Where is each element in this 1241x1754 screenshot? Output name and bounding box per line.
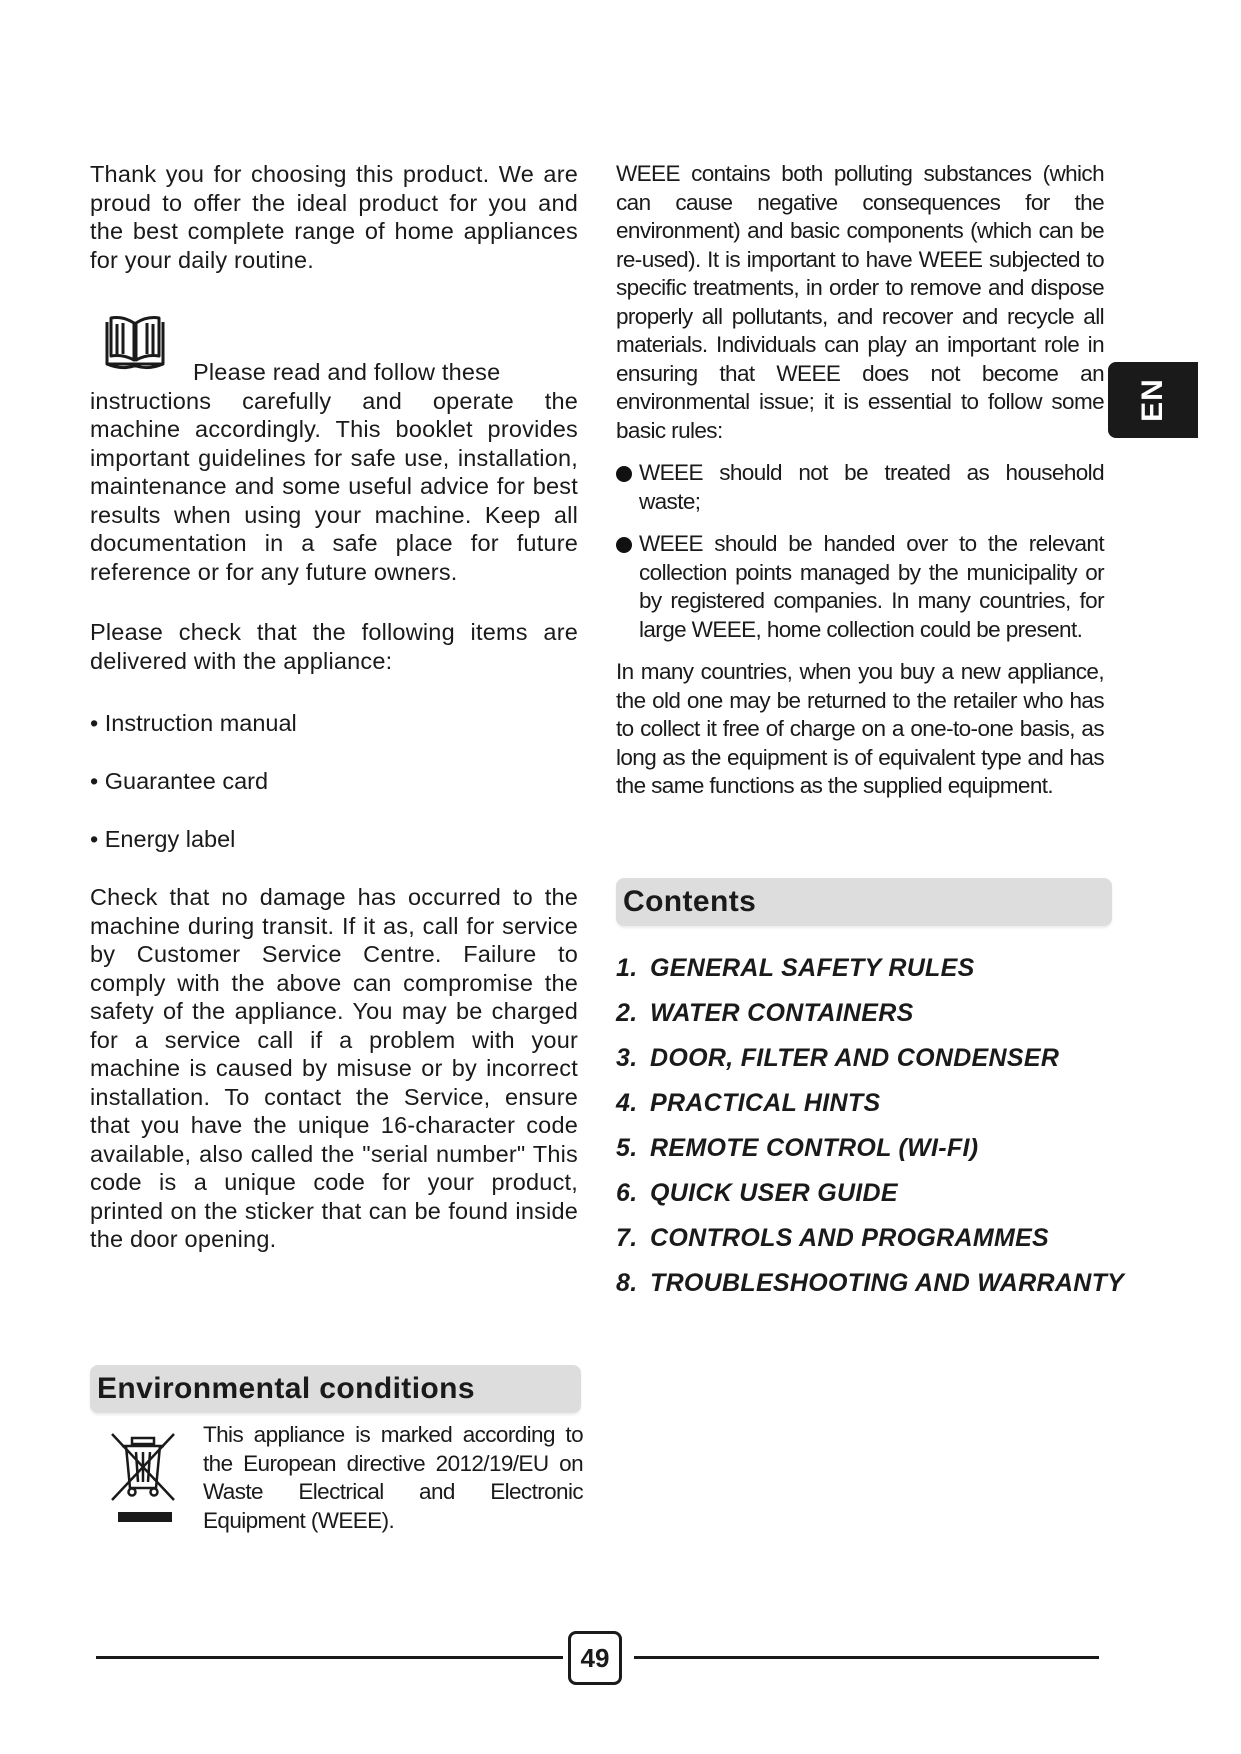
- contents-item-water-containers[interactable]: 2. WATER CONTAINERS: [616, 999, 914, 1027]
- language-tab-label: EN: [1136, 378, 1169, 422]
- check-items-paragraph: Please check that the following items are delivered with the appliance:: [90, 619, 578, 674]
- read-instructions-block: [90, 314, 578, 586]
- intro-paragraph: Thank you for choosing this product. We are proud to offer the ideal product for you and the best complete range of home appliances for your daily routine.: [90, 161, 578, 273]
- contents-item-general-safety-rules[interactable]: 1. GENERAL SAFETY RULES: [616, 954, 975, 982]
- bullet-dot-icon: [616, 537, 632, 553]
- crossed-bin-icon: [108, 1428, 178, 1524]
- left-column: [90, 160, 578, 1254]
- list-item: • Energy label: [90, 826, 236, 852]
- bullet-dot-icon: [616, 466, 632, 482]
- list-item: • Guarantee card: [90, 768, 269, 794]
- list-item: [616, 530, 1104, 644]
- list-item: [616, 459, 1104, 516]
- page-number: 49: [568, 1631, 622, 1685]
- weee-directive-block: [203, 1421, 583, 1535]
- contents-list: [616, 953, 1125, 1313]
- weee-intro-paragraph: WEEE contains both polluting substances (which can cause negative consequences for the environment) and basic components (which can be re-used). It is important to have WEEE subjected to specific treatments, in order to remove and dispose properly all pollutants, and recover and recycle all materials. Individuals can play an important role in ensuring that WEEE does not become an environmental issue; it is essential to follow some basic rules:: [616, 161, 1104, 443]
- contents-heading: Contents: [616, 878, 1112, 926]
- rule-text: WEEE should be handed over to the relevant collection points managed by the municipality or by registered companies. In many countries, for large WEEE, home collection could be present.: [639, 531, 1104, 642]
- delivered-items-list: [90, 709, 578, 853]
- contents-item-quick-user-guide[interactable]: 6. QUICK USER GUIDE: [616, 1179, 898, 1207]
- contents-item-controls-and-programmes[interactable]: 7. CONTROLS AND PROGRAMMES: [616, 1224, 1050, 1252]
- read-first-line: Please read and follow these: [193, 359, 501, 385]
- contents-item-troubleshooting-and-warranty[interactable]: 8. TROUBLESHOOTING AND WARRANTY: [616, 1269, 1125, 1297]
- book-icon: [104, 314, 166, 372]
- footer-rule-left: [96, 1656, 563, 1659]
- contents-item-remote-control[interactable]: 5. REMOTE CONTROL (WI-FI): [616, 1134, 979, 1162]
- rule-text: WEEE should not be treated as household waste;: [639, 460, 1104, 514]
- damage-check-paragraph: Check that no damage has occurred to the machine during transit. If it as, call for service by Customer Service Centre. Failure to comply with the above can compromise the safety of the appliance. You may be charged for a service call if a problem with your machine is caused by misuse or by incorrect installation. To contact the Service, ensure that you have the unique 16-character code available, also called the "serial number" This code is a unique code for your product, printed on the sticker that can be found inside the door opening.: [90, 884, 578, 1252]
- right-column: [616, 160, 1104, 801]
- environmental-conditions-heading: Environmental conditions: [90, 1365, 581, 1413]
- weee-rules-list: [616, 459, 1104, 644]
- footer-rule-right: [634, 1656, 1099, 1659]
- language-tab: [1108, 362, 1198, 438]
- contents-item-practical-hints[interactable]: 4. PRACTICAL HINTS: [616, 1089, 881, 1117]
- weee-directive-paragraph: This appliance is marked according to the European directive 2012/19/EU on Waste Electrical and Electronic Equipment (WEEE).: [203, 1422, 583, 1533]
- read-rest-text: instructions carefully and operate the machine accordingly. This booklet provides important guidelines for safe use, installation, maintenance and some useful advice for best results when using your machine. Keep all documentation in a safe place for future reference or for any future owners.: [90, 387, 578, 585]
- return-appliance-paragraph: In many countries, when you buy a new appliance, the old one may be returned to the retailer who has to collect it free of charge on a one-to-one basis, as long as the equipment is of equivalent type and has the same functions as the supplied equipment.: [616, 659, 1104, 798]
- contents-item-door-filter-condenser[interactable]: 3. DOOR, FILTER AND CONDENSER: [616, 1044, 1060, 1072]
- list-item: • Instruction manual: [90, 710, 297, 736]
